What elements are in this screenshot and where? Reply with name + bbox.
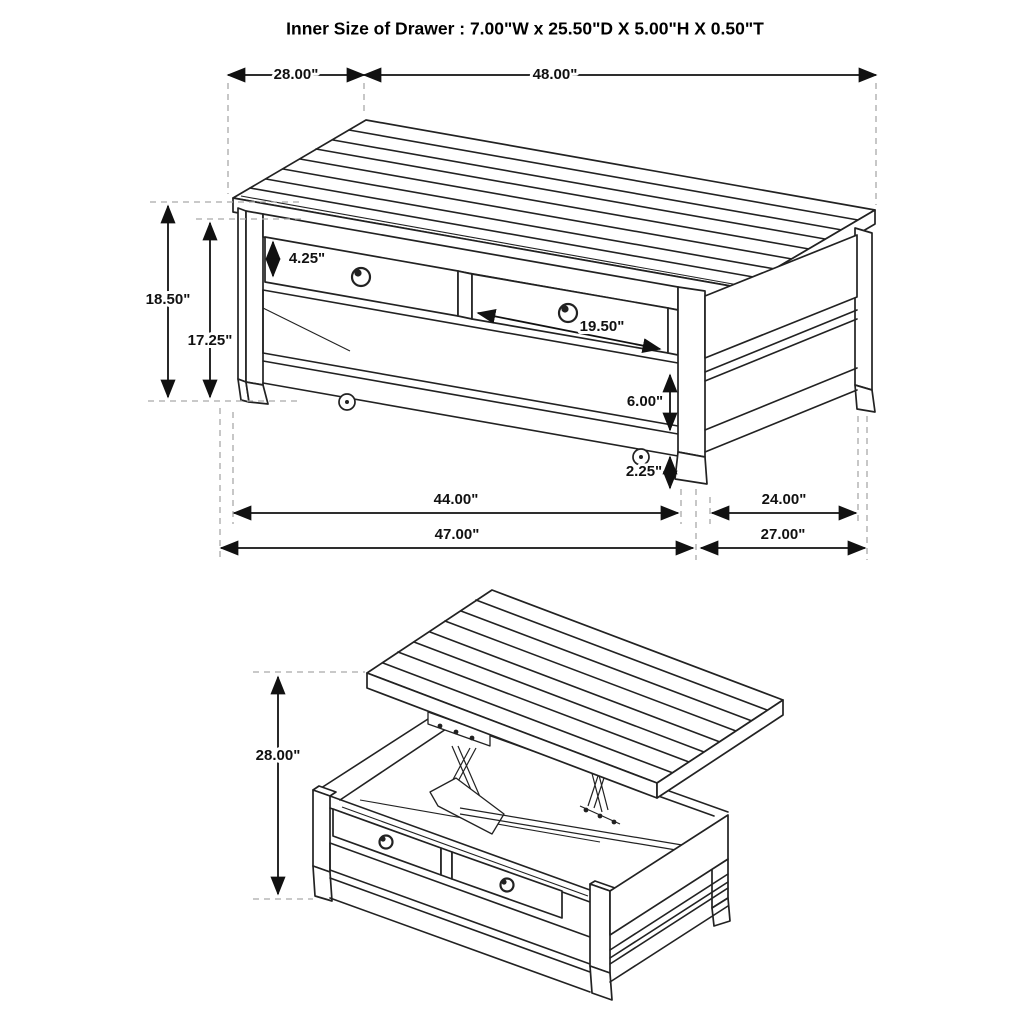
dim-label-shelf-space: 6.00" xyxy=(626,392,664,410)
dim-label-top-length: 48.00" xyxy=(532,65,578,83)
dim-label-drawer-height: 4.25" xyxy=(288,249,326,267)
dim-label-front-leg-span: 44.00" xyxy=(433,490,479,508)
dim-label-base-clearance: 2.25" xyxy=(625,462,663,480)
box-right-side xyxy=(610,815,730,982)
drawer-knob xyxy=(559,304,577,322)
dim-label-overall-height: 18.50" xyxy=(145,290,191,308)
dimension-annotations xyxy=(253,672,365,899)
dim-label-drawer-width: 19.50" xyxy=(579,317,625,335)
front-right-foot xyxy=(675,452,707,484)
drawer-divider xyxy=(441,848,452,879)
lift-top-view-drawing xyxy=(253,590,783,1000)
dim-label-under-top-height: 17.25" xyxy=(187,331,233,349)
front-right-leg xyxy=(678,287,705,457)
drawer-knob-dot xyxy=(380,836,385,841)
caster-wheel xyxy=(339,394,355,410)
drawer-knob xyxy=(352,268,370,286)
drawer-knob-dot xyxy=(501,879,506,884)
drawing-title: Inner Size of Drawer : 7.00"W x 25.50"D X 5.00"H X 0.50"T xyxy=(286,18,764,39)
drawer-divider xyxy=(458,271,472,319)
dim-label-base-depth: 27.00" xyxy=(760,525,806,543)
assembled-view-drawing xyxy=(146,66,876,560)
dim-label-lift-height: 28.00" xyxy=(255,746,301,764)
dim-label-top-depth: 28.00" xyxy=(273,65,319,83)
drawer-knob-dot xyxy=(561,305,568,312)
drawer-knob-dot xyxy=(354,269,361,276)
dim-label-side-leg-span: 24.00" xyxy=(761,490,807,508)
dim-label-base-length: 47.00" xyxy=(434,525,480,543)
front-left-foot xyxy=(313,866,332,901)
front-left-leg xyxy=(238,208,246,382)
lifted-tabletop xyxy=(367,590,783,798)
front-right-leg xyxy=(590,884,610,973)
front-left-leg xyxy=(313,790,330,872)
bottom-shelf xyxy=(263,353,678,456)
